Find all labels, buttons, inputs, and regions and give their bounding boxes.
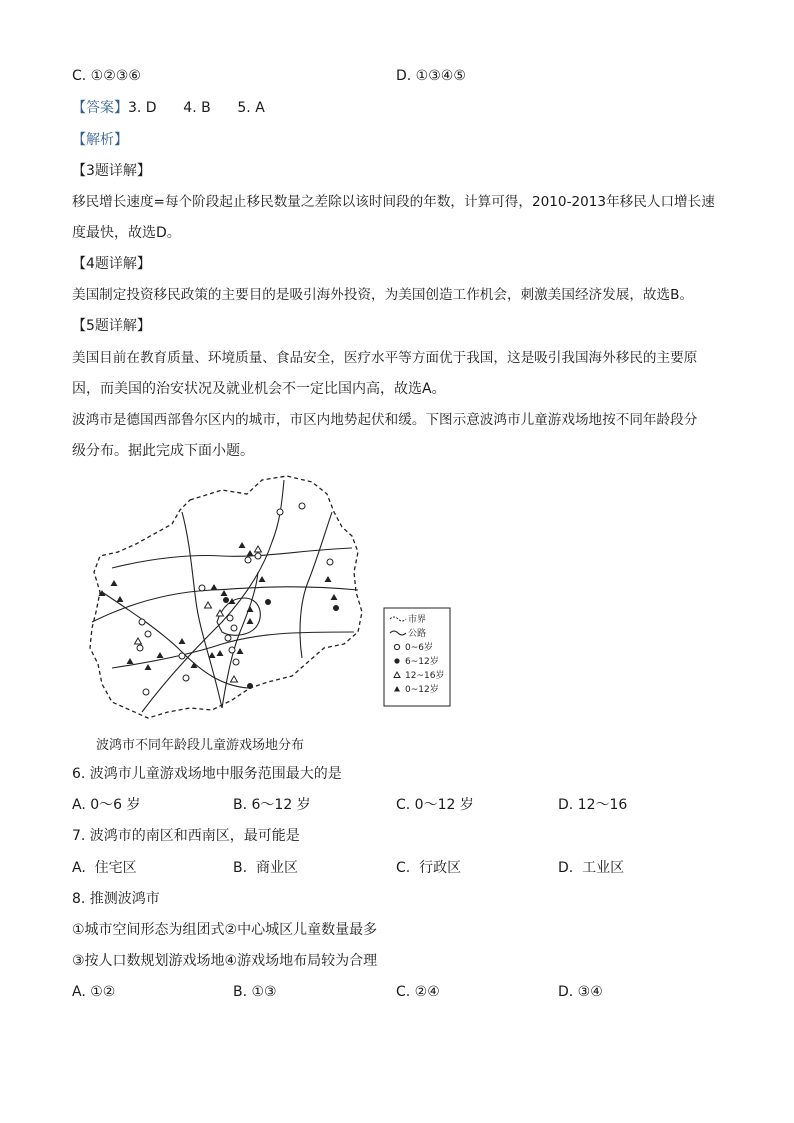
- site-0-12: [247, 618, 254, 624]
- q4-heading: 【4题详解】: [72, 256, 151, 272]
- site-6-12: [223, 597, 229, 603]
- q8-line2: ③按人口数规划游戏场地④游戏场地布局较为合理: [72, 953, 378, 969]
- site-12-16: [135, 638, 142, 644]
- site-0-12: [157, 652, 164, 658]
- q6-option-d: D. 12～16: [558, 797, 628, 813]
- site-0-6: [245, 557, 251, 563]
- intro-line1: 波鸿市是德国西部鲁尔区内的城市，市区内地势起伏和缓。下图示意波鸿市儿童游戏场地按不同年龄段分: [72, 412, 698, 428]
- site-0-12: [117, 596, 124, 602]
- site-0-6: [255, 553, 261, 559]
- legend-boundary-label: 市界: [408, 615, 427, 625]
- sites-6-12: [223, 597, 339, 689]
- q8-option-b: B. ①③: [233, 984, 277, 1000]
- site-0-12: [127, 658, 134, 664]
- site-0-6: [179, 653, 185, 659]
- site-0-12: [217, 650, 224, 656]
- legend-6-12-label: 6~12岁: [405, 657, 439, 667]
- q3-line1: 移民增长速度=每个阶段起止移民数量之差除以该时间段的年数，计算可得，2010-2013年移民人口增长速: [72, 194, 715, 210]
- intro-line2: 级分布。据此完成下面小题。: [72, 443, 254, 459]
- figure-caption: 波鸿市不同年龄段儿童游戏场地分布: [96, 738, 305, 753]
- q3-line2: 度最快，故选D。: [72, 225, 181, 241]
- q4-line1: 美国制定投资移民政策的主要目的是吸引海外投资，为美国创造工作机会，刺激美国经济发展，故选B。: [72, 287, 694, 303]
- answer-text: 3. D 4. B 5. A: [128, 100, 265, 116]
- map-legend: [384, 608, 450, 706]
- site-12-16: [205, 602, 212, 608]
- site-0-12: [209, 652, 216, 658]
- site-0-12: [247, 606, 254, 612]
- site-0-6: [227, 615, 233, 621]
- q8-line1: ①城市空间形态为组团式②中心城区儿童数量最多: [72, 922, 378, 938]
- site-0-12: [259, 576, 266, 582]
- site-0-6: [299, 503, 305, 509]
- prev-option-c: C. ①②③⑥: [72, 68, 141, 84]
- q8-option-c: C. ②④: [396, 984, 440, 1000]
- site-0-12: [221, 590, 228, 596]
- site-0-6: [277, 509, 283, 515]
- site-0-12: [331, 594, 338, 600]
- site-0-12: [111, 580, 118, 586]
- q3-heading: 【3题详解】: [72, 163, 151, 179]
- q6-option-c: C. 0～12 岁: [396, 797, 474, 813]
- road: [217, 598, 260, 635]
- analysis-tag: 【解析】: [72, 132, 128, 148]
- legend-road-label: 公路: [408, 629, 427, 639]
- site-0-12: [247, 550, 254, 556]
- bochum-map-figure: [72, 472, 464, 750]
- legend-0-6-symbol: [394, 644, 399, 649]
- site-0-12: [325, 576, 332, 582]
- site-0-6: [145, 631, 151, 637]
- site-0-12: [239, 542, 246, 548]
- q8-option-d: D. ③④: [558, 984, 603, 1000]
- q7-option-b: B. 商业区: [233, 860, 298, 876]
- site-0-12: [229, 598, 236, 604]
- site-6-12: [265, 599, 271, 605]
- legend-12-16-label: 12~16岁: [405, 671, 445, 681]
- q7-option-c: C. 行政区: [396, 860, 462, 876]
- site-0-6: [137, 645, 143, 651]
- site-0-6: [233, 659, 239, 665]
- site-0-12: [179, 638, 186, 644]
- site-0-12: [237, 648, 244, 654]
- site-0-6: [183, 675, 189, 681]
- site-6-12: [247, 683, 253, 689]
- site-6-12: [333, 605, 339, 611]
- q8-option-a: A. ①②: [72, 984, 116, 1000]
- site-0-6: [327, 559, 333, 565]
- site-0-6: [229, 647, 235, 653]
- road: [300, 512, 332, 658]
- legend-0-6-label: 0~6岁: [405, 643, 433, 653]
- site-0-6: [199, 585, 205, 591]
- site-0-12: [145, 664, 152, 670]
- q5-heading: 【5题详解】: [72, 318, 151, 334]
- site-0-6: [231, 625, 237, 631]
- prev-option-d: D. ①③④⑤: [396, 68, 466, 84]
- site-12-16: [255, 546, 262, 552]
- site-12-16: [231, 676, 238, 682]
- q6-stem: 6. 波鸿市儿童游戏场地中服务范围最大的是: [72, 766, 342, 782]
- q7-stem: 7. 波鸿市的南区和西南区，最可能是: [72, 828, 300, 844]
- site-0-12: [211, 584, 218, 590]
- legend-6-12-symbol: [394, 658, 399, 663]
- q5-line1: 美国目前在教育质量、环境质量、食品安全，医疗水平等方面优于我国，这是吸引我国海外移民的主要原: [72, 350, 698, 366]
- q7-option-d: D. 工业区: [558, 860, 625, 876]
- site-0-6: [139, 619, 145, 625]
- q6-option-a: A. 0～6 岁: [72, 797, 141, 813]
- answer-line: [72, 98, 265, 118]
- legend-0-12-label: 0~12岁: [405, 685, 439, 695]
- q7-option-a: A. 住宅区: [72, 860, 137, 876]
- site-0-6: [143, 689, 149, 695]
- road: [112, 548, 352, 568]
- site-0-6: [225, 635, 231, 641]
- q5-line2: 因，而美国的治安状况及就业机会不一定比国内高，故选A。: [72, 381, 446, 397]
- q6-option-b: B. 6～12 岁: [233, 797, 311, 813]
- answer-tag: 【答案】: [72, 100, 128, 116]
- q8-stem: 8. 推测波鸿市: [72, 891, 160, 907]
